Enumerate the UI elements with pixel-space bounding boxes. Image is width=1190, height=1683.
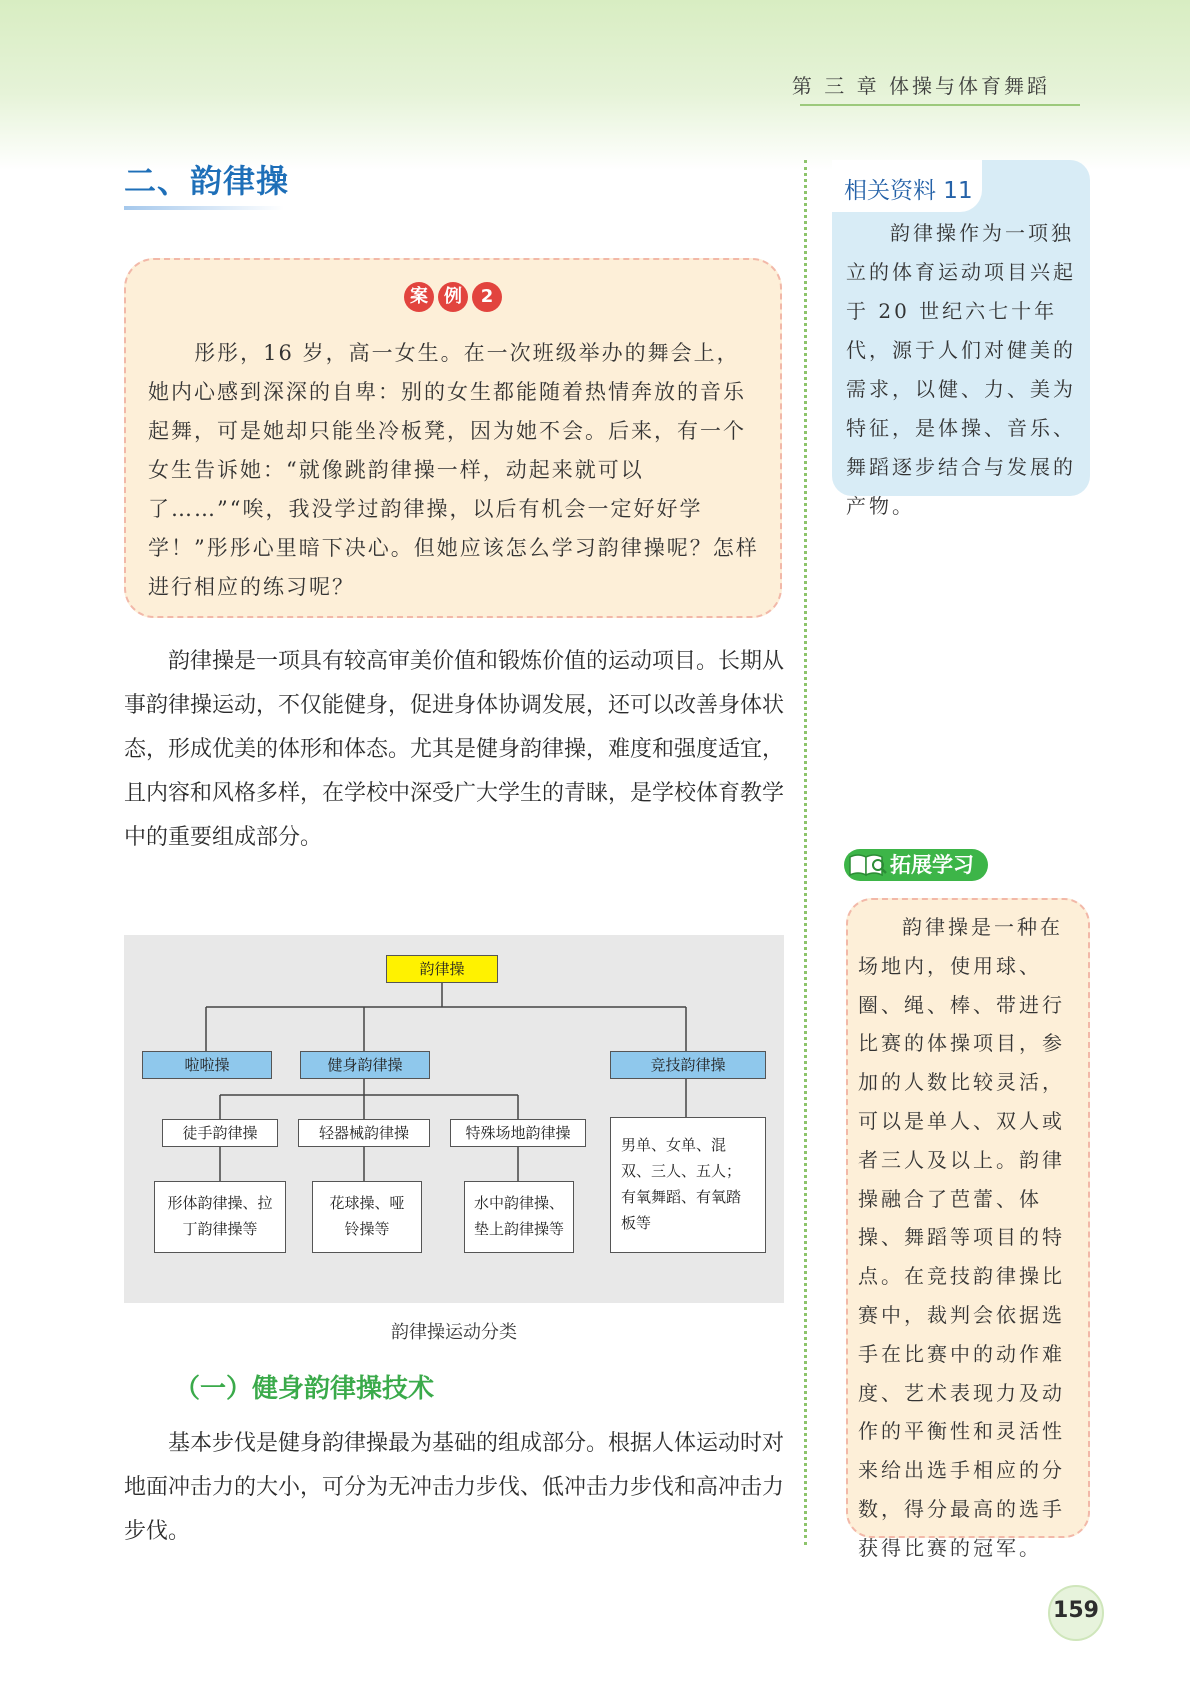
diagram-level2-node: 轻器械韵律操 — [298, 1119, 430, 1147]
case-box — [124, 258, 782, 618]
body-paragraph-2: 基本步伐是健身韵律操最为基础的组成部分。根据人体运动时对地面冲击力的大小，可分为无冲击力步伐、低冲击力步伐和高冲击力步伐。 — [124, 1431, 785, 1544]
classification-diagram — [124, 935, 784, 1303]
page-number: 159 — [1053, 1598, 1099, 1623]
section-title: 二、韵律操 — [124, 162, 290, 200]
diagram-level1-node: 健身韵律操 — [300, 1051, 430, 1079]
case-label — [126, 282, 780, 312]
column-divider — [804, 160, 807, 1545]
diagram-level2-node: 特殊场地韵律操 — [450, 1119, 586, 1147]
chapter-rule — [800, 104, 1080, 106]
related-info-title: 相关资料 11 — [844, 178, 973, 204]
case-text: 彤彤，16 岁，高一女生。在一次班级举办的舞会上，她内心感到深深的自卑：别的女生都能随着热情奔放的音乐起舞，可是她却只能坐冷板凳，因为她不会。后来，有一个女生告诉她：“就像跳韵律操一样，动起来就可以了……”“唉，我没学过韵律操，以后有机会一定好好学学！”彤彤心里暗下决心。但她应该怎么学习韵律操呢？怎样进行相应的练习呢？ — [148, 341, 759, 599]
diagram-level2-node: 徒手韵律操 — [162, 1119, 278, 1147]
case-label-char: 例 — [438, 282, 468, 312]
extended-learning-content: 韵律操是一种在场地内，使用球、圈、绳、棒、带进行比赛的体操项目，参加的人数比较灵活，可以是单人、双人或者三人及以上。韵律操融合了芭蕾、体操、舞蹈等项目的特点。在竞技韵律操比赛中，裁判会依据选手在比赛中的动作难度、艺术表现力及动作的平衡性和灵活性来给出选手相应的分数，得分最高的选手获得比赛的冠军。 — [858, 915, 1065, 1560]
case-label-char: 案 — [404, 282, 434, 312]
diagram-caption: 韵律操运动分类 — [391, 1322, 517, 1343]
extended-learning-label — [844, 848, 988, 882]
extended-learning-text: 拓展学习 — [890, 853, 974, 877]
diagram-level3-node: 形体韵律操、拉丁韵律操等 — [154, 1181, 286, 1253]
section-underline — [124, 206, 284, 210]
diagram-level3-node: 花球操、哑铃操等 — [312, 1181, 422, 1253]
diagram-competitive-detail: 男单、女单、混双、三人、五人；有氧舞蹈、有氧踏板等 — [610, 1117, 766, 1253]
chapter-title: 第 三 章 体操与体育舞蹈 — [791, 74, 1050, 98]
diagram-level1-node: 竞技韵律操 — [610, 1051, 766, 1079]
open-book-magnifier-icon — [848, 851, 888, 879]
body-paragraph-1: 韵律操是一项具有较高审美价值和锻炼价值的运动项目。长期从事韵律操运动，不仅能健身，促进身体协调发展，还可以改善身体状态，形成优美的体形和体态。尤其是健身韵律操，难度和强度适宜，且内容和风格多样，在学校中深受广大学生的青睐，是学校体育教学中的重要组成部分。 — [124, 649, 785, 850]
subsection-title: （一）健身韵律操技术 — [174, 1374, 435, 1404]
diagram-root: 韵律操 — [386, 955, 498, 983]
case-label-char: 2 — [472, 282, 502, 312]
diagram-level1-node: 啦啦操 — [142, 1051, 272, 1079]
extended-learning-pill — [844, 849, 988, 881]
diagram-level3-node: 水中韵律操、垫上韵律操等 — [464, 1181, 574, 1253]
related-info-text: 韵律操作为一项独立的体育运动项目兴起于 20 世纪六七十年代，源于人们对健美的需求，以健、力、美为特征，是体操、音乐、舞蹈逐步结合与发展的产物。 — [846, 221, 1076, 518]
